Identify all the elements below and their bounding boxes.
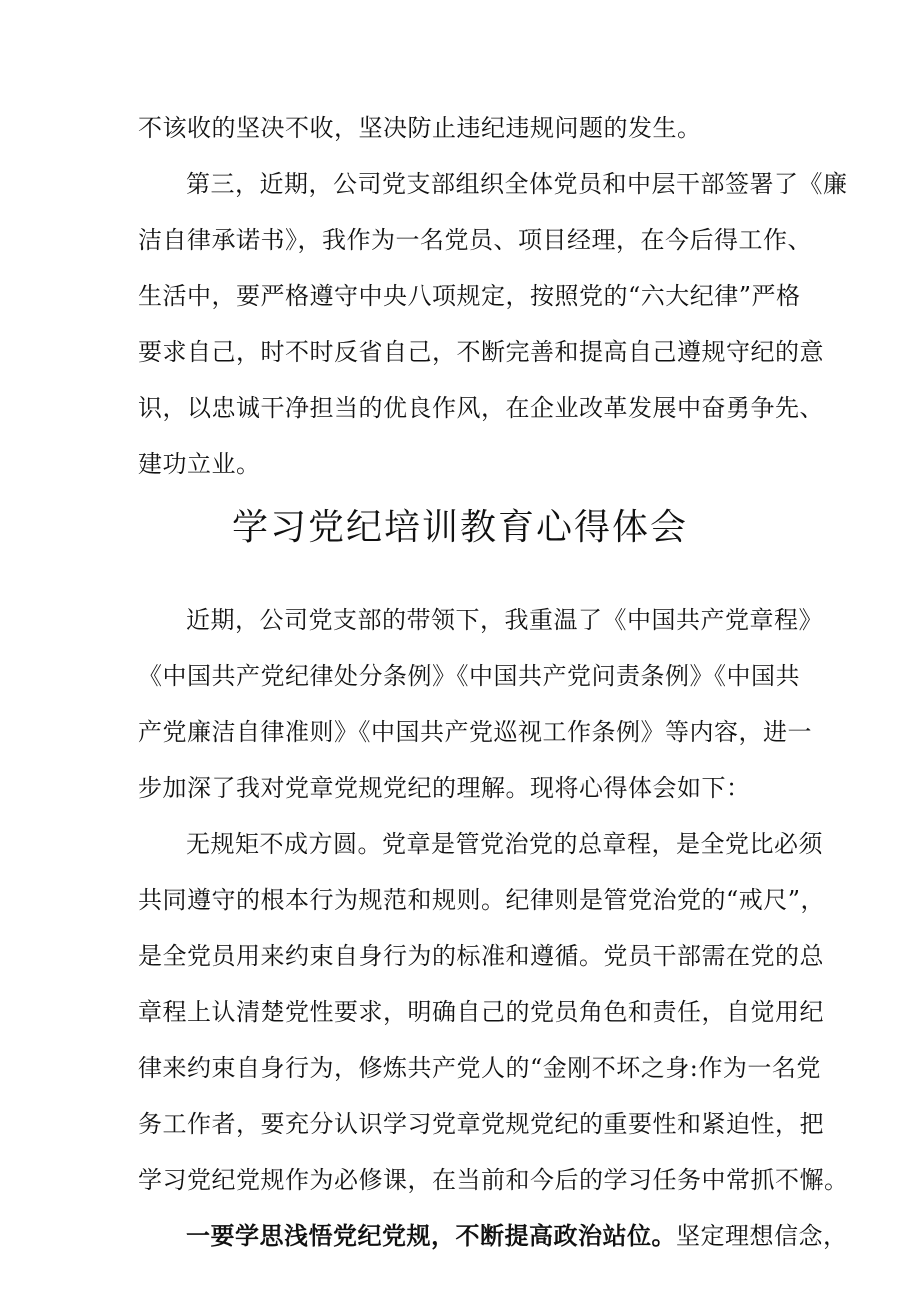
paragraph-line: 学习党纪党规作为必修课，在当前和今后的学习任务中常抓不懈。 — [138, 1166, 849, 1194]
paragraph-line-heading — [138, 1216, 848, 1256]
paragraph-line: 近期，公司党支部的带领下，我重温了《中国共产党章程》 — [186, 606, 823, 634]
paragraph-line: 律来约束自身行为，修炼共产党人的“金刚不坏之身:作为一名党 — [138, 1054, 821, 1082]
paragraph-line: 产党廉洁自律准则》《中国共产党巡视工作条例》等内容，进一 — [138, 718, 812, 746]
bold-heading-text: 一要学思浅悟党纪党规，不断提高政治站位。 — [186, 1221, 676, 1250]
paragraph-text: 坚定理想信念， — [676, 1222, 848, 1250]
paragraph-line: 建功立业。 — [138, 450, 261, 478]
paragraph-line: 务工作者，要充分认识学习党章党规党纪的重要性和紧迫性，把 — [138, 1110, 824, 1138]
paragraph-line: 生活中，要严格遵守中央八项规定，按照党的“六大纪律”严格 — [138, 282, 801, 310]
paragraph-line: 不该收的坚决不收，坚决防止违纪违规问题的发生。 — [138, 114, 702, 142]
paragraph-line: 要求自己，时不时反省自己，不断完善和提高自己遵规守纪的意 — [138, 338, 824, 366]
paragraph-line: 无规矩不成方圆。党章是管党治党的总章程，是全党比必须 — [186, 830, 823, 858]
paragraph-line: 步加深了我对党章党规党纪的理解。现将心得体会如下： — [138, 774, 751, 802]
document-title: 学习党纪培训教育心得体会 — [231, 507, 688, 548]
paragraph-line: 《中国共产党纪律处分条例》《中国共产党问责条例》《中国共 — [138, 662, 800, 690]
paragraph-line: 是全党员用来约束自身行为的标准和遵循。党员干部需在党的总 — [138, 942, 824, 970]
paragraph-line: 章程上认清楚党性要求，明确自己的党员角色和责任，自觉用纪 — [138, 998, 824, 1026]
paragraph-line: 识，以忠诚干净担当的优良作风，在企业改革发展中奋勇争先、 — [138, 394, 824, 422]
paragraph-line: 第三，近期，公司党支部组织全体党员和中层干部签署了《廉 — [186, 170, 848, 198]
paragraph-line: 洁自律承诺书》，我作为一名党员、项目经理，在今后得工作、 — [138, 226, 812, 254]
paragraph-line: 共同遵守的根本行为规范和规则。纪律则是管党治党的“戒尺”， — [138, 886, 826, 914]
